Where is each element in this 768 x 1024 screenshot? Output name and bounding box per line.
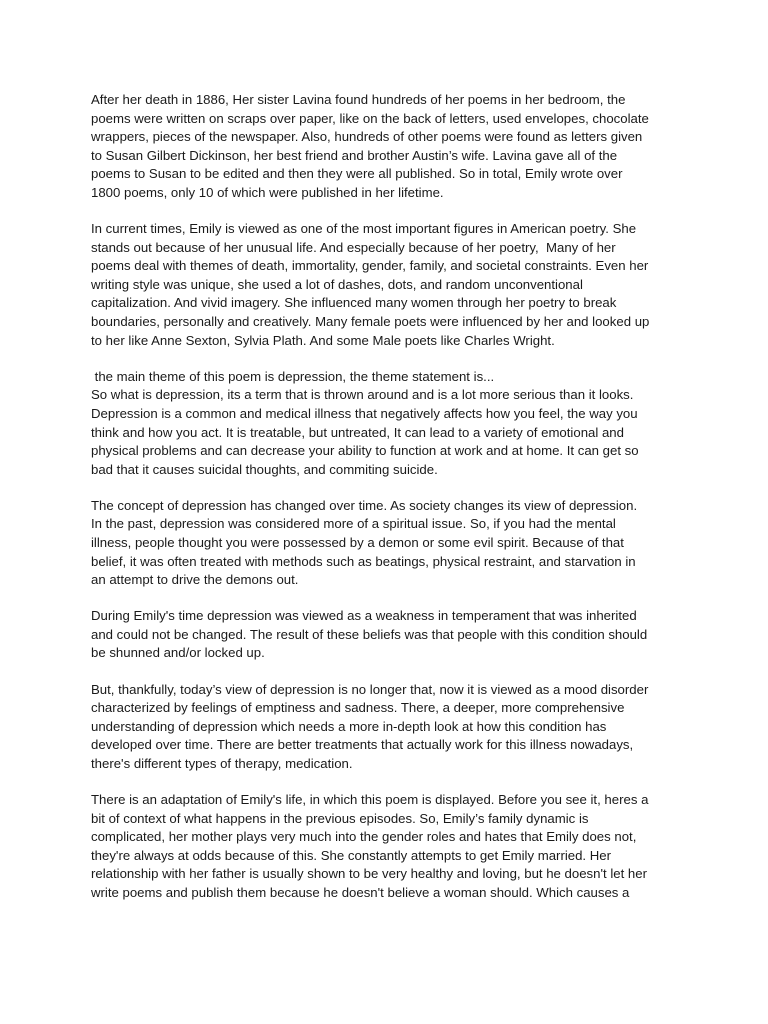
text-line: poems deal with themes of death, immortality, gender, family, and societal constraints. Even her: [91, 258, 649, 274]
paragraph-1: [91, 91, 681, 203]
text-line: But, thankfully, today’s view of depression is no longer that, now it is viewed as a mood disorder: [91, 681, 649, 697]
text-line: write poems and publish them because he doesn't believe a woman should. Which causes a: [91, 884, 630, 900]
text-line: understanding of depression which needs a more in-depth look at how this condition has: [91, 718, 607, 734]
text-line: So what is depression, its a term that is thrown around and is a lot more serious than it looks.: [91, 387, 634, 403]
document-body: [91, 91, 681, 903]
text-line: an attempt to drive the demons out.: [91, 572, 299, 588]
text-line: writing style was unique, she used a lot of dashes, dots, and random unconventional: [91, 276, 583, 292]
text-line: developed over time. There are better treatments that actually work for this illness nowadays,: [91, 737, 634, 753]
text-line: poems were written on scraps over paper, like on the back of letters, used envelopes, chocolate: [91, 110, 649, 126]
text-line: there's different types of therapy, medication.: [91, 755, 353, 771]
text-line: During Emily's time depression was viewed as a weakness in temperament that was inherited: [91, 608, 637, 624]
text-line: and could not be changed. The result of these beliefs was that people with this condition should: [91, 626, 648, 642]
paragraph-2: [91, 220, 681, 350]
text-line: There is an adaptation of Emily's life, in which this poem is displayed. Before you see it, heres a: [91, 792, 649, 807]
text-line: poems to Susan to be edited and then they were all published. So in total, Emily wrote over: [91, 166, 623, 182]
text-line: capitalization. And vivid imagery. She influenced many women through her poetry to break: [91, 295, 617, 311]
text-line: Depression is a common and medical illness that negatively affects how you feel, the way you: [91, 405, 638, 421]
text-line: be shunned and/or locked up.: [91, 645, 265, 661]
text-line: bad that it causes suicidal thoughts, and commiting suicide.: [91, 461, 438, 477]
paragraph-6: [91, 681, 681, 774]
text-line: to her like Anne Sexton, Sylvia Plath. And some Male poets like Charles Wright.: [91, 332, 555, 348]
paragraph-7: [91, 791, 681, 903]
paragraph-5: [91, 607, 681, 663]
paragraph-3: [91, 368, 681, 480]
text-line: relationship with her father is usually shown to be very healthy and loving, but he doesn't let her: [91, 866, 647, 882]
text-line: stands out because of her unusual life. And especially because of her poetry, Many of her: [91, 239, 616, 255]
text-line: complicated, her mother plays very much into the gender roles and hates that Emily does not,: [91, 829, 637, 845]
text-line: bit of context of what happens in the previous episodes. So, Emily’s family dynamic is: [91, 810, 589, 826]
text-line: physical problems and can decrease your ability to function at work and at home. It can get so: [91, 443, 639, 459]
text-line: wrappers, pieces of the newspaper. Also, hundreds of other poems were found as letters given: [91, 129, 643, 145]
text-line: belief, it was often treated with methods such as beatings, physical restraint, and starvation in: [91, 553, 636, 569]
paragraph-4: [91, 497, 681, 590]
text-line: they're always at odds because of this. She constantly attempts to get Emily married. Her: [91, 847, 612, 863]
text-line: to Susan Gilbert Dickinson, her best friend and brother Austin’s wife. Lavina gave all of the: [91, 147, 618, 163]
text-line: After her death in 1886, Her sister Lavina found hundreds of her poems in her bedroom, the: [91, 92, 626, 107]
text-line: 1800 poems, only 10 of which were published in her lifetime.: [91, 184, 444, 200]
text-line: The concept of depression has changed over time. As society changes its view of depression.: [91, 497, 638, 513]
text-line: illness, people thought you were possessed by a demon or some evil spirit. Because of that: [91, 534, 624, 550]
text-line: In current times, Emily is viewed as one of the most important figures in American poetry. She: [91, 221, 637, 237]
text-line: In the past, depression was considered more of a spiritual issue. So, if you had the mental: [91, 516, 616, 532]
text-line: the main theme of this poem is depression, the theme statement is...: [91, 368, 495, 384]
text-line: think and how you act. It is treatable, but untreated, It can lead to a variety of emotional and: [91, 424, 624, 440]
text-line: boundaries, personally and creatively. Many female poets were influenced by her and looked up: [91, 314, 650, 330]
text-line: characterized by feelings of emptiness and sadness. There, a deeper, more comprehensive: [91, 700, 625, 716]
